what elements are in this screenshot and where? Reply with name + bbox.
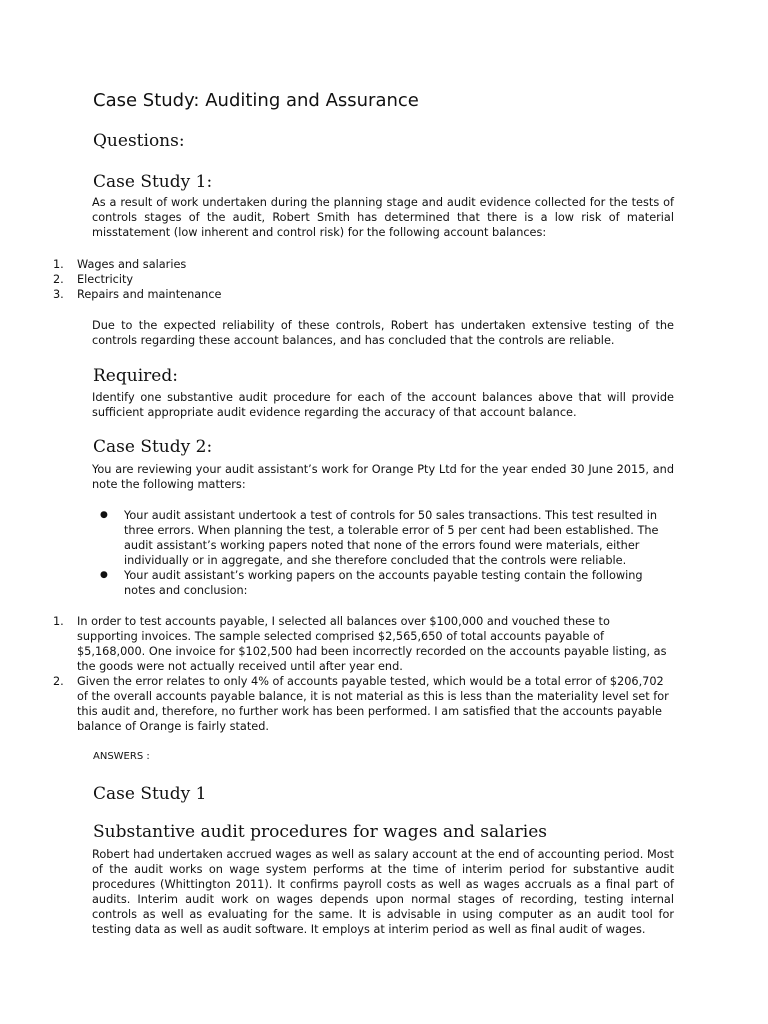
case1-reliance-text: Due to the expected reliability of these controls, Robert has undertaken extensive testing of the controls regarding these account balances, and has concluded that the controls are reliable.	[92, 319, 674, 347]
page-title: Case Study: Auditing and Assurance	[93, 90, 419, 111]
list-item: 2. Electricity	[53, 273, 134, 286]
questions-heading: Questions:	[93, 131, 185, 151]
case1-intro: As a result of work undertaken during the planning stage and audit evidence collected for the tests of controls stages of the audit, Robert Smith has determined that there is a low risk of material misstatement (low inherent and control risk) for the following account balances:	[92, 196, 674, 239]
answer-subheading: Substantive audit procedures for wages and salaries	[93, 822, 548, 842]
case1-heading: Case Study 1:	[93, 172, 213, 192]
answer-case1-text: Robert had undertaken accrued wages as well as salary account at the end of accounting period. Most of the audit works on wage system performs at the time of interim period for substantive audit procedures (Whittington 2011). It confirms payroll costs as well as wages accruals as a final part of audits. Interim audit work on wages depends upon normal stages of recording, testing internal controls as well as evaluating for the same. It is advisable in using computer as an audit tool for testing data as well as audit software. It employs at interim period as well as final audit of wages.	[92, 848, 674, 936]
case2-matters-list	[0, 508, 670, 598]
list-item: ● Your audit assistant’s working papers on the accounts payable testing contain the following notes and conclusion:	[100, 569, 643, 597]
case1-account-list	[0, 257, 222, 302]
case2-intro: You are reviewing your audit assistant’s work for Orange Pty Ltd for the year ended 30 June 2015, and note the following matters:	[92, 463, 674, 491]
required-text: Identify one substantive audit procedure for each of the account balances above that will provide sufficient appropriate audit evidence regarding the accuracy of that account balance.	[92, 391, 674, 419]
list-item: 1. In order to test accounts payable, I selected all balances over $100,000 and vouched these to supporting invoices. The sample selected comprised $2,565,650 of total accounts payable of $5,168,000. One invoice for $102,500 had been incorrectly recorded on the accounts payable listing, as the goods were not actually received until after year end.	[53, 615, 667, 673]
case2-heading: Case Study 2:	[93, 437, 213, 457]
list-item: ● Your audit assistant undertook a test of controls for 50 sales transactions. This test resulted in three errors. When planning the test, a tolerable error of 5 per cent had been established. The audit assistant’s working papers noted that none of the errors found were materials, either individually or in aggregate, and she therefore concluded that the controls were reliable.	[100, 509, 659, 567]
required-heading: Required:	[93, 366, 178, 386]
case2-notes-list	[0, 614, 670, 734]
list-item: 2. Given the error relates to only 4% of accounts payable tested, which would be a total error of $206,702 of the overall accounts payable balance, it is not material as this is less than the materiality level set for this audit and, therefore, no further work has been performed. I am satisfied that the accounts payable balance of Orange is fairly stated.	[53, 675, 669, 733]
list-item: 3. Repairs and maintenance	[53, 288, 222, 301]
answer-case1-heading: Case Study 1	[93, 784, 207, 804]
answers-label: ANSWERS :	[93, 751, 150, 762]
list-item: 1. Wages and salaries	[53, 258, 187, 271]
